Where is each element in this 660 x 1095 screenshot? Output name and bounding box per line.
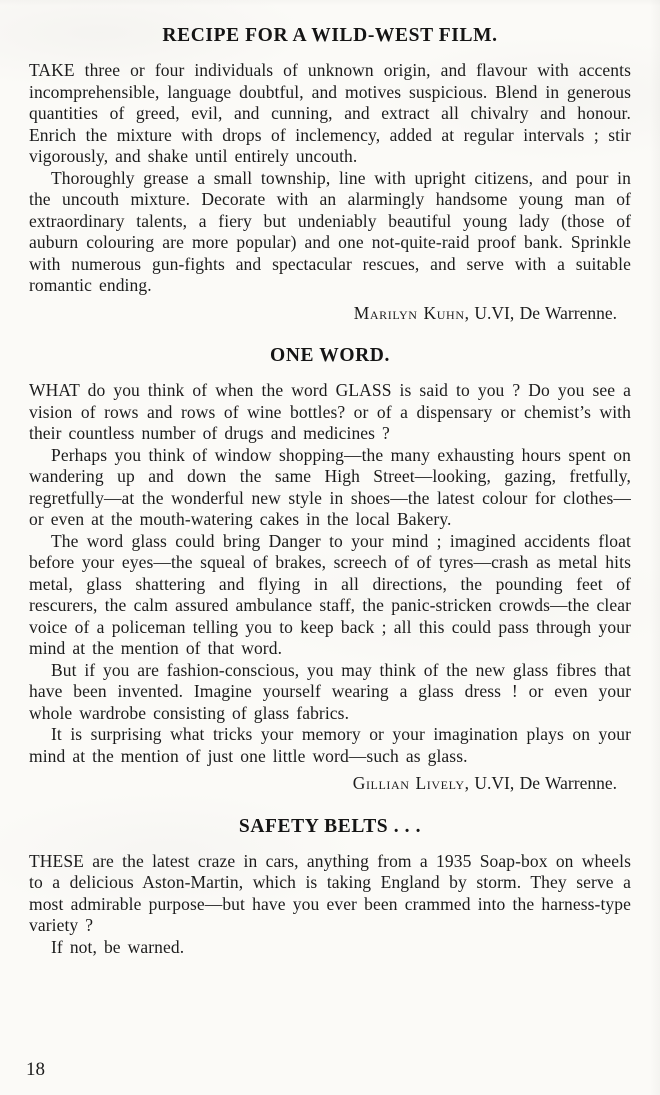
article-recipe-for-a-wild-west-film bbox=[29, 24, 631, 324]
article-title: RECIPE FOR A WILD-WEST FILM. bbox=[162, 25, 498, 46]
attribution bbox=[29, 303, 631, 325]
article-title: ONE WORD. bbox=[270, 345, 390, 366]
paragraph: Thoroughly grease a small township, line with upright citizens, and pour in the uncouth mixture. Decorate with an alarmingly handsome young man of extraordinary talents, a fiery but undeniably beautiful young lady (those of auburn colouring are more popular) and one not-quite-raid proof bank. Sprinkle with numerous gun-fights and spectacular rescues, and serve with a suitable romantic ending. bbox=[29, 167, 631, 295]
paragraph: The word glass could bring Danger to your mind ; imagined accidents float before your eyes—the squeal of brakes, screech of of tyres—crash as metal hits metal, glass shattering and flying in all directions, the pounding feet of rescurers, the calm assured ambulance staff, the panic-stricken crowds—the clear voice of a policeman telling you to keep back ; all this could pass through your mind at the mention of that word. bbox=[29, 530, 631, 658]
attribution-name: Marilyn Kuhn bbox=[353, 302, 465, 323]
page-number: 18 bbox=[26, 1059, 45, 1080]
paragraph: Perhaps you think of window shopping—the many exhausting hours spent on wandering up and down the same High Street—looking, gazing, fretfully, regretfully—at the wonderful new style in shoes—the latest colour for clothes—or even at the mouth-watering cakes in the local Bakery. bbox=[29, 444, 631, 529]
paragraph: But if you are fashion-conscious, you may think of the new glass fibres that have been invented. Imagine yourself wearing a glass dress ! or even your whole wardrobe consisting of glass fabrics. bbox=[29, 659, 631, 723]
attribution bbox=[29, 773, 631, 795]
attribution-detail: , U.VI, De Warrenne. bbox=[464, 302, 617, 323]
paragraph: WHAT do you think of when the word GLASS is said to you ? Do you see a vision of rows and rows of wine bottles? or of a dispensary or chemist’s with their countless number of drugs and medicines ? bbox=[29, 380, 631, 443]
article-one-word bbox=[29, 344, 631, 795]
attribution-name: Gillian Lively bbox=[352, 773, 465, 793]
paragraph: If not, be warned. bbox=[51, 936, 185, 957]
paragraph: It is surprising what tricks your memory or your imagination plays on your mind at the mention of just one little word—such as glass. bbox=[29, 724, 631, 766]
paragraph: TAKE three or four individuals of unknown origin, and flavour with accents incomprehensible, language doubtful, and motives suspicious. Blend in generous quantities of greed, evil, and cunning, and extract all chivalry and honour. Enrich the mixture with drops of inclemency, added at regular intervals ; stir vigorously, and shake until entirely uncouth. bbox=[29, 60, 631, 166]
attribution-detail: , U.VI, De Warrenne. bbox=[464, 773, 617, 793]
article-title: SAFETY BELTS . . . bbox=[238, 815, 422, 837]
article-safety-belts bbox=[29, 815, 631, 959]
paragraph: THESE are the latest craze in cars, anything from a 1935 Soap-box on wheels to a delicious Aston-Martin, which is taking England by storm. They serve a most admirable purpose—but have you ever been crammed into the harness-type variety ? bbox=[29, 850, 631, 935]
